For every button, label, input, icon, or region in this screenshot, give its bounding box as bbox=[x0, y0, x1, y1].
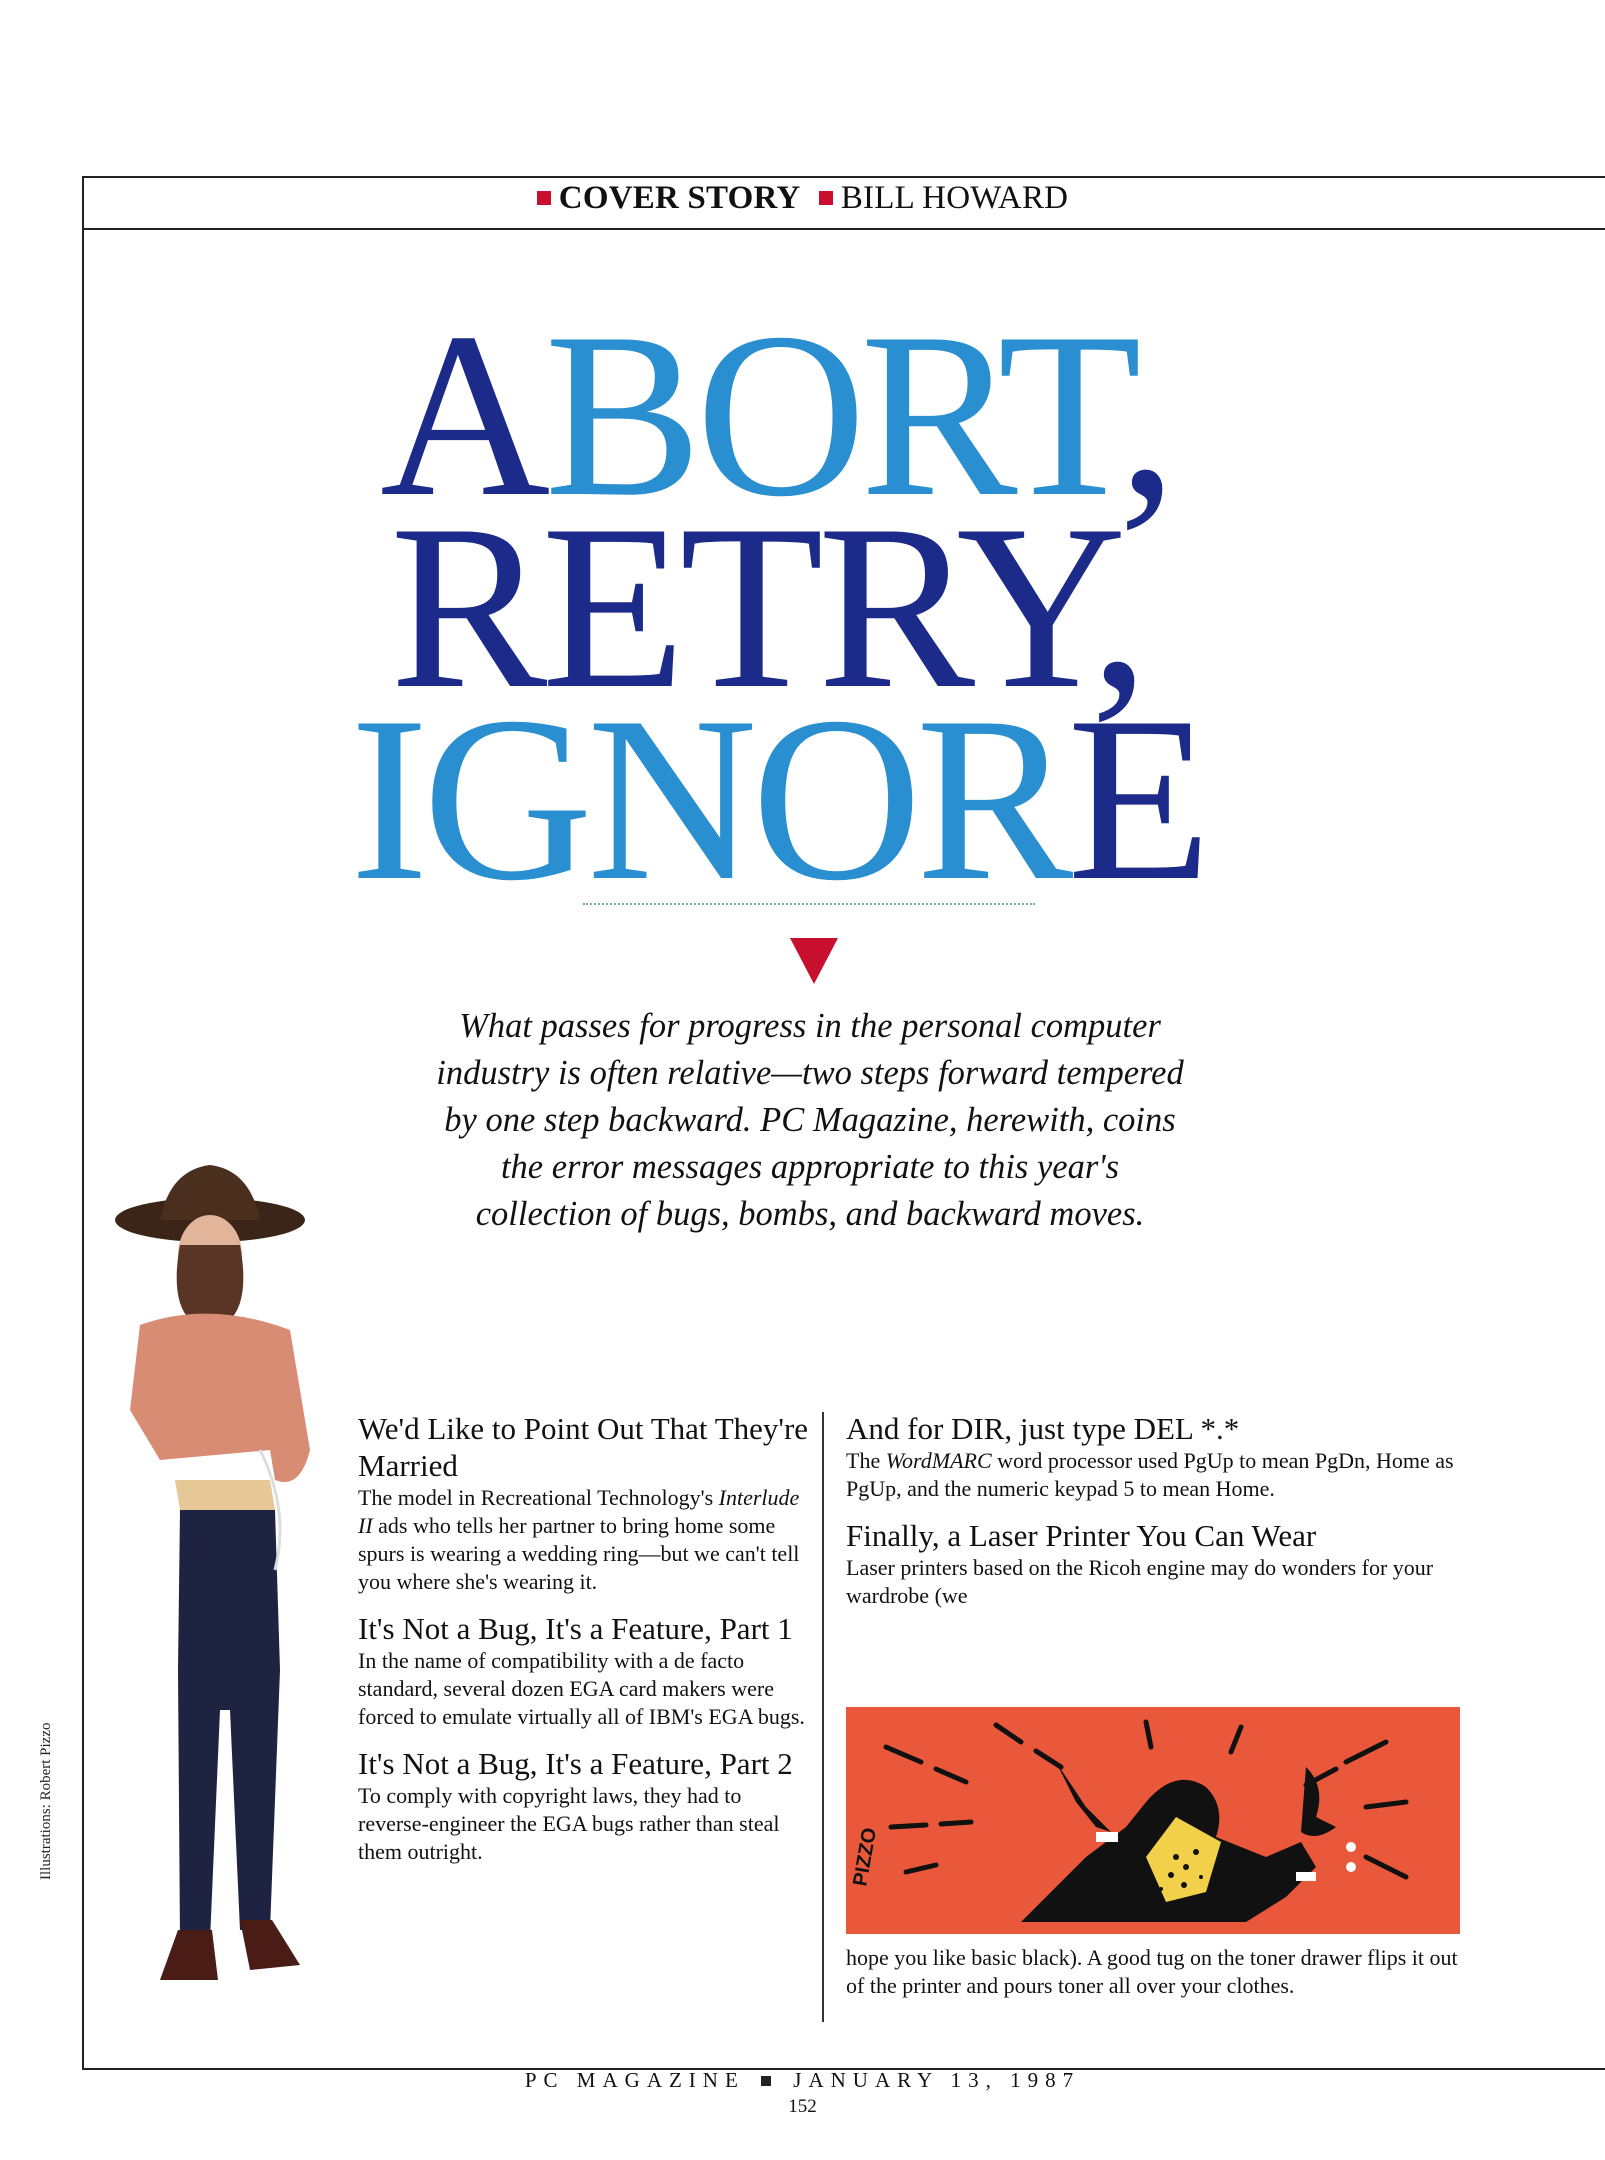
headline-line-3 bbox=[350, 669, 1260, 930]
section-header bbox=[0, 180, 1605, 217]
item-title: It's Not a Bug, It's a Feature, Part 1 bbox=[358, 1611, 793, 1646]
sidebar-item bbox=[358, 1745, 813, 1866]
item-body: In the name of compatibility with a de facto standard, several dozen EGA card makers were forced to emulate virtually all of IBM's EGA bugs. bbox=[358, 1648, 805, 1729]
item-body-text: The model in Recreational Technology's bbox=[358, 1485, 719, 1510]
item-title: Finally, a Laser Printer You Can Wear bbox=[846, 1518, 1317, 1553]
headline-part: E bbox=[1067, 669, 1206, 930]
footer-date: JANUARY 13, 1987 bbox=[793, 2068, 1081, 2092]
square-bullet-icon bbox=[761, 2076, 771, 2086]
headline-part: A bbox=[380, 285, 545, 546]
footer-magazine: PC MAGAZINE bbox=[524, 2068, 745, 2092]
item-body-text: The bbox=[846, 1448, 886, 1473]
item-body bbox=[358, 1484, 813, 1596]
headline bbox=[350, 285, 1260, 930]
byline: BILL HOWARD bbox=[840, 180, 1069, 216]
model-photo bbox=[100, 1150, 360, 1990]
page-number: 152 bbox=[788, 2096, 817, 2117]
headline-part: , bbox=[1090, 477, 1144, 738]
sidebar-item bbox=[358, 1410, 813, 1596]
footer bbox=[0, 2068, 1605, 2093]
item-body: To comply with copyright laws, they had to reverse-engineer the EGA bugs rather than steal them outright. bbox=[358, 1783, 780, 1864]
item-body-continued: hope you like basic black). A good tug on the toner drawer flips it out of the printer and pours toner all over your clothes. bbox=[846, 1945, 1458, 1998]
header-rule bbox=[82, 228, 1605, 230]
section-label: COVER STORY bbox=[558, 180, 801, 216]
item-title: And for DIR, just type DEL *.* bbox=[846, 1411, 1240, 1446]
headline-part: RETRY bbox=[390, 477, 1091, 738]
headline-part: IGNOR bbox=[350, 669, 1068, 930]
toner-illustration bbox=[846, 1707, 1460, 1934]
sidebar-item bbox=[846, 1517, 1466, 1610]
item-title: It's Not a Bug, It's a Feature, Part 2 bbox=[358, 1746, 793, 1781]
item-body-text: word processor used PgUp to mean PgDn, Home as PgUp, and the numeric keypad 5 to mean Home. bbox=[846, 1448, 1454, 1501]
sidebar-item bbox=[358, 1610, 813, 1731]
red-triangle-icon bbox=[790, 938, 838, 984]
red-square-icon bbox=[819, 191, 833, 205]
right-column bbox=[846, 1410, 1466, 1624]
deck-text: What passes for progress in the personal computer industry is often relative—two steps forward tempered by one step backward. PC Magazine, herewith, coins the error messages appropriate to this year's collection of bugs, bombs, and backward moves. bbox=[436, 1007, 1184, 1233]
red-square-icon bbox=[537, 191, 551, 205]
headline-underline bbox=[583, 903, 1035, 905]
item-body-italic: WordMARC bbox=[885, 1448, 992, 1473]
left-column bbox=[358, 1410, 813, 1880]
headline-part: BORT bbox=[544, 285, 1119, 546]
headline-part: , bbox=[1118, 285, 1172, 546]
item-body: Laser printers based on the Ricoh engine may do wonders for your wardrobe (we bbox=[846, 1555, 1434, 1608]
item-title: We'd Like to Point Out That They're Married bbox=[358, 1411, 809, 1483]
item-body bbox=[846, 1447, 1466, 1503]
sidebar-item bbox=[846, 1410, 1466, 1503]
item-body-text: ads who tells her partner to bring home some spurs is wearing a wedding ring—but we can't tell you where she's wearing it. bbox=[358, 1513, 800, 1594]
illustration-signature: PIZZO bbox=[849, 1826, 882, 1888]
illustration-credit: Illustrations: Robert Pizzo bbox=[38, 1722, 54, 1880]
item-body-italic: Interlude II bbox=[358, 1485, 800, 1538]
column-divider bbox=[822, 1412, 824, 2022]
